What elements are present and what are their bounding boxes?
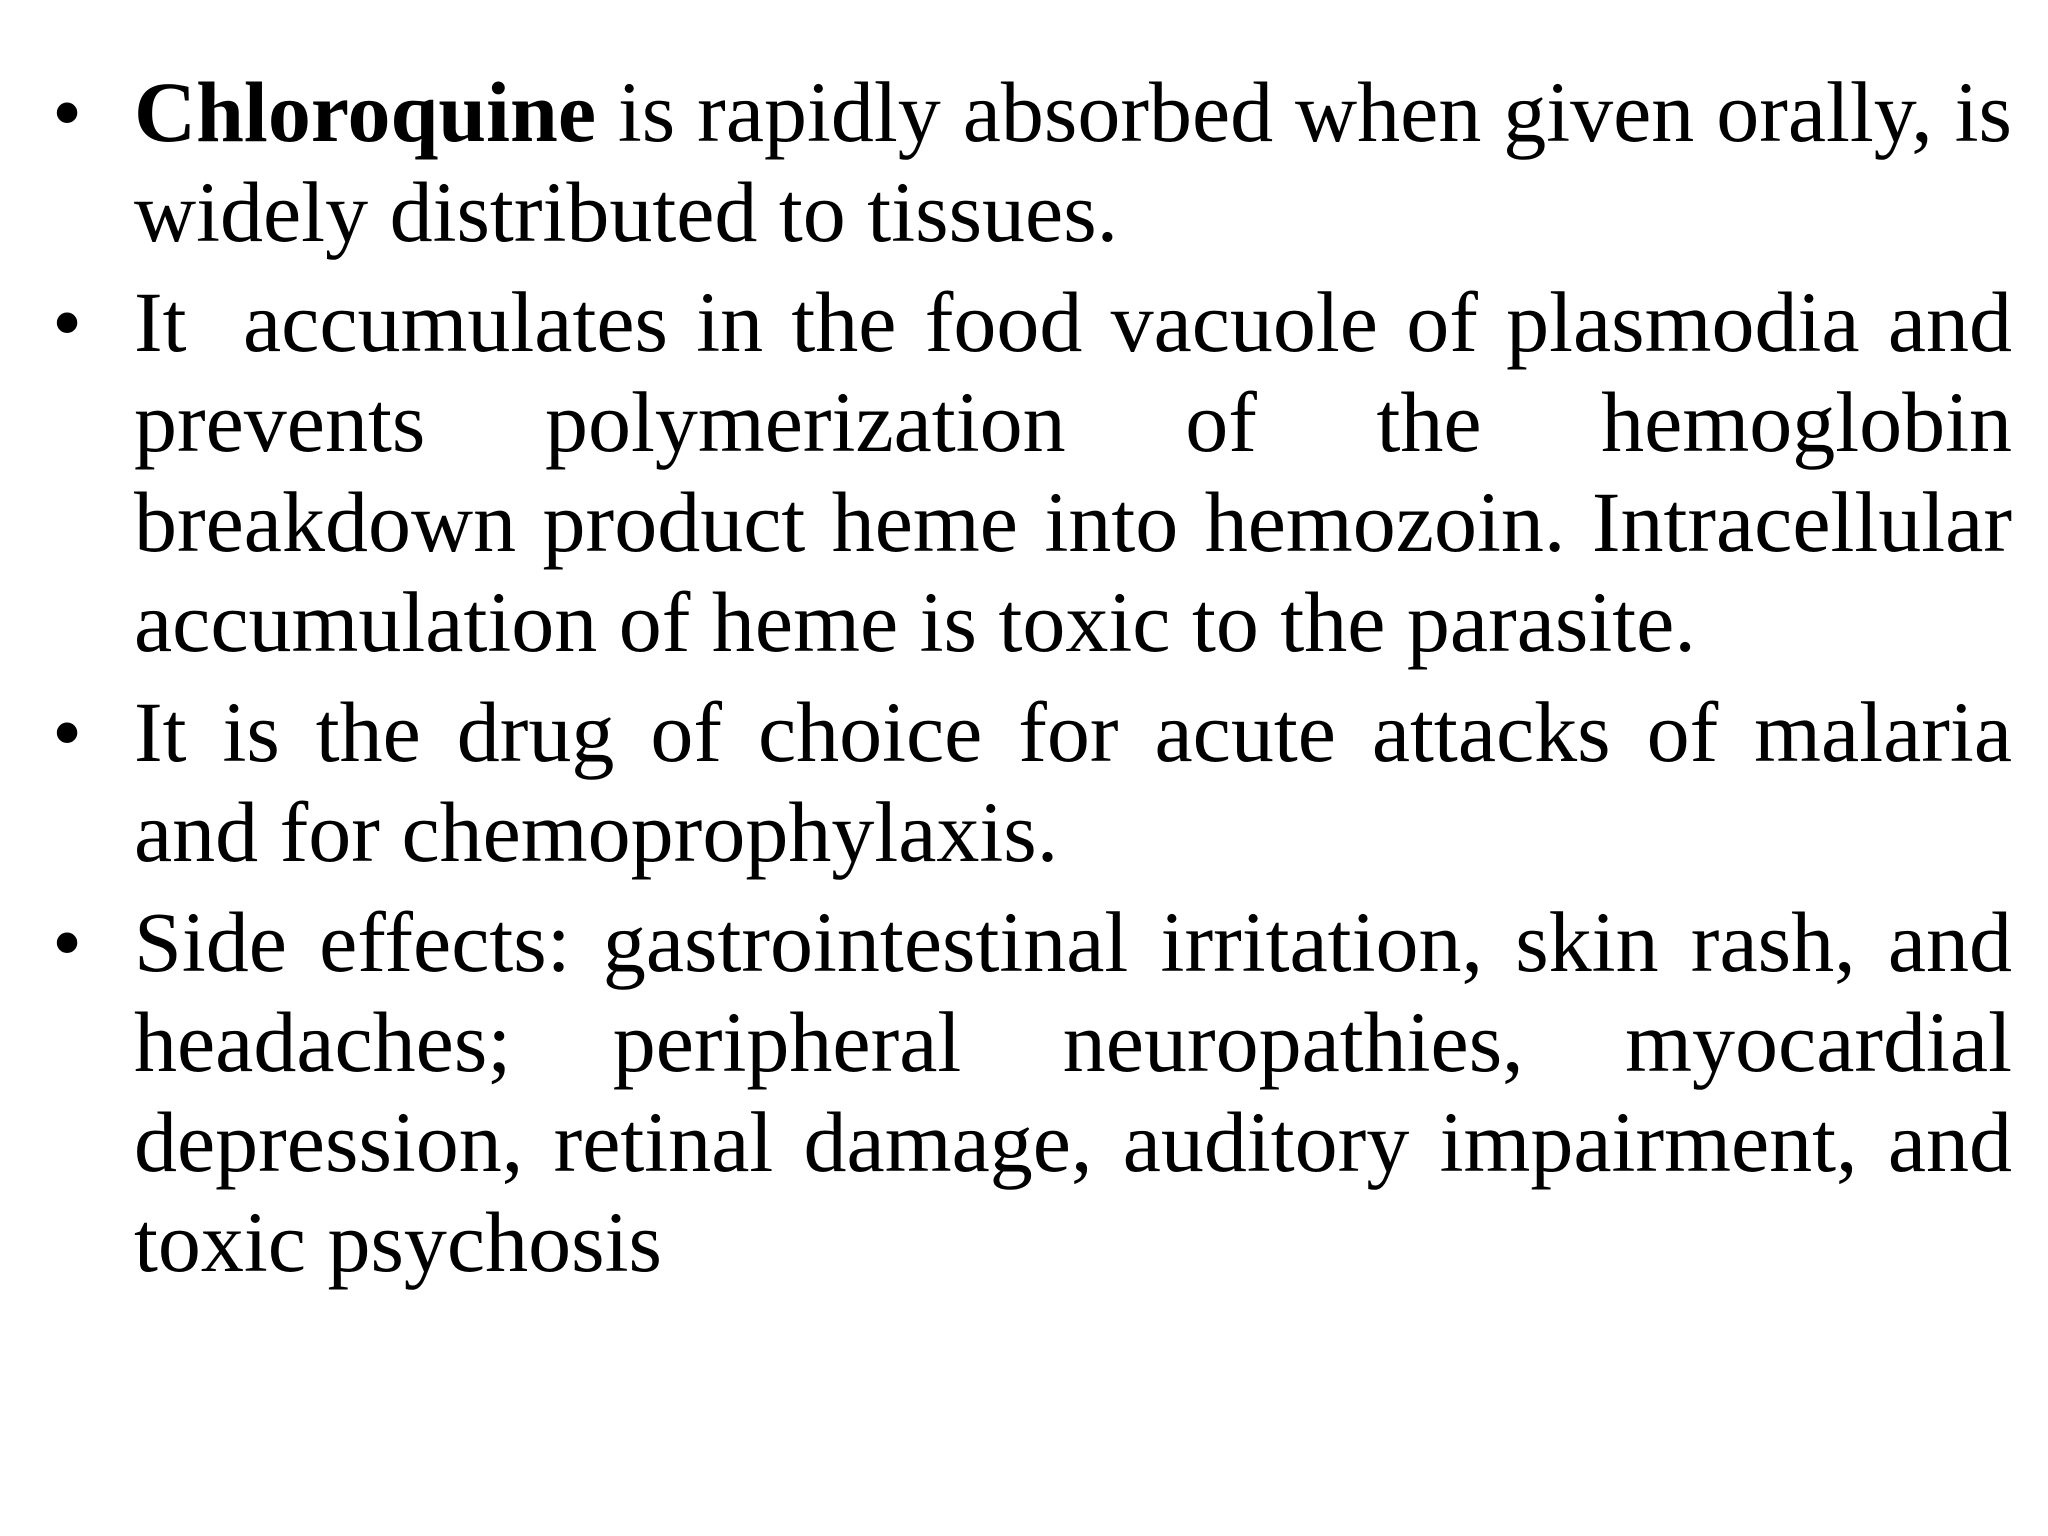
drug-name: Chloroquine xyxy=(134,64,596,160)
bullet-item-chloroquine-absorption xyxy=(52,62,2012,262)
bullet-text: Side effects: gastrointestinal irritation, skin rash, and headaches; peripheral neuropathies, myocardial depression, retinal damage, auditory impairment, and toxic psychosis xyxy=(134,894,2012,1290)
bullet-item-side-effects xyxy=(52,892,2012,1292)
bullet-icon: • xyxy=(52,64,83,160)
bullet-icon: • xyxy=(52,894,83,990)
bullet-text: is rapidly absorbed when given orally, is widely distributed to tissues. xyxy=(134,64,2012,260)
bullet-item-indication xyxy=(52,682,2012,882)
bullet-item-mechanism xyxy=(52,272,2034,672)
bullet-text: It is the drug of choice for acute attacks of malaria and for chemoprophylaxis. xyxy=(134,684,2012,880)
bullet-text: It accumulates in the food vacuole of plasmodia and prevents polymerization of the hemoglobin breakdown product heme into hemozoin. Intracellular accumulation of heme is toxic to the parasite. xyxy=(134,274,2034,670)
bullet-icon: • xyxy=(52,274,83,370)
bullet-icon: • xyxy=(52,684,83,780)
bullet-list xyxy=(52,62,2034,1302)
